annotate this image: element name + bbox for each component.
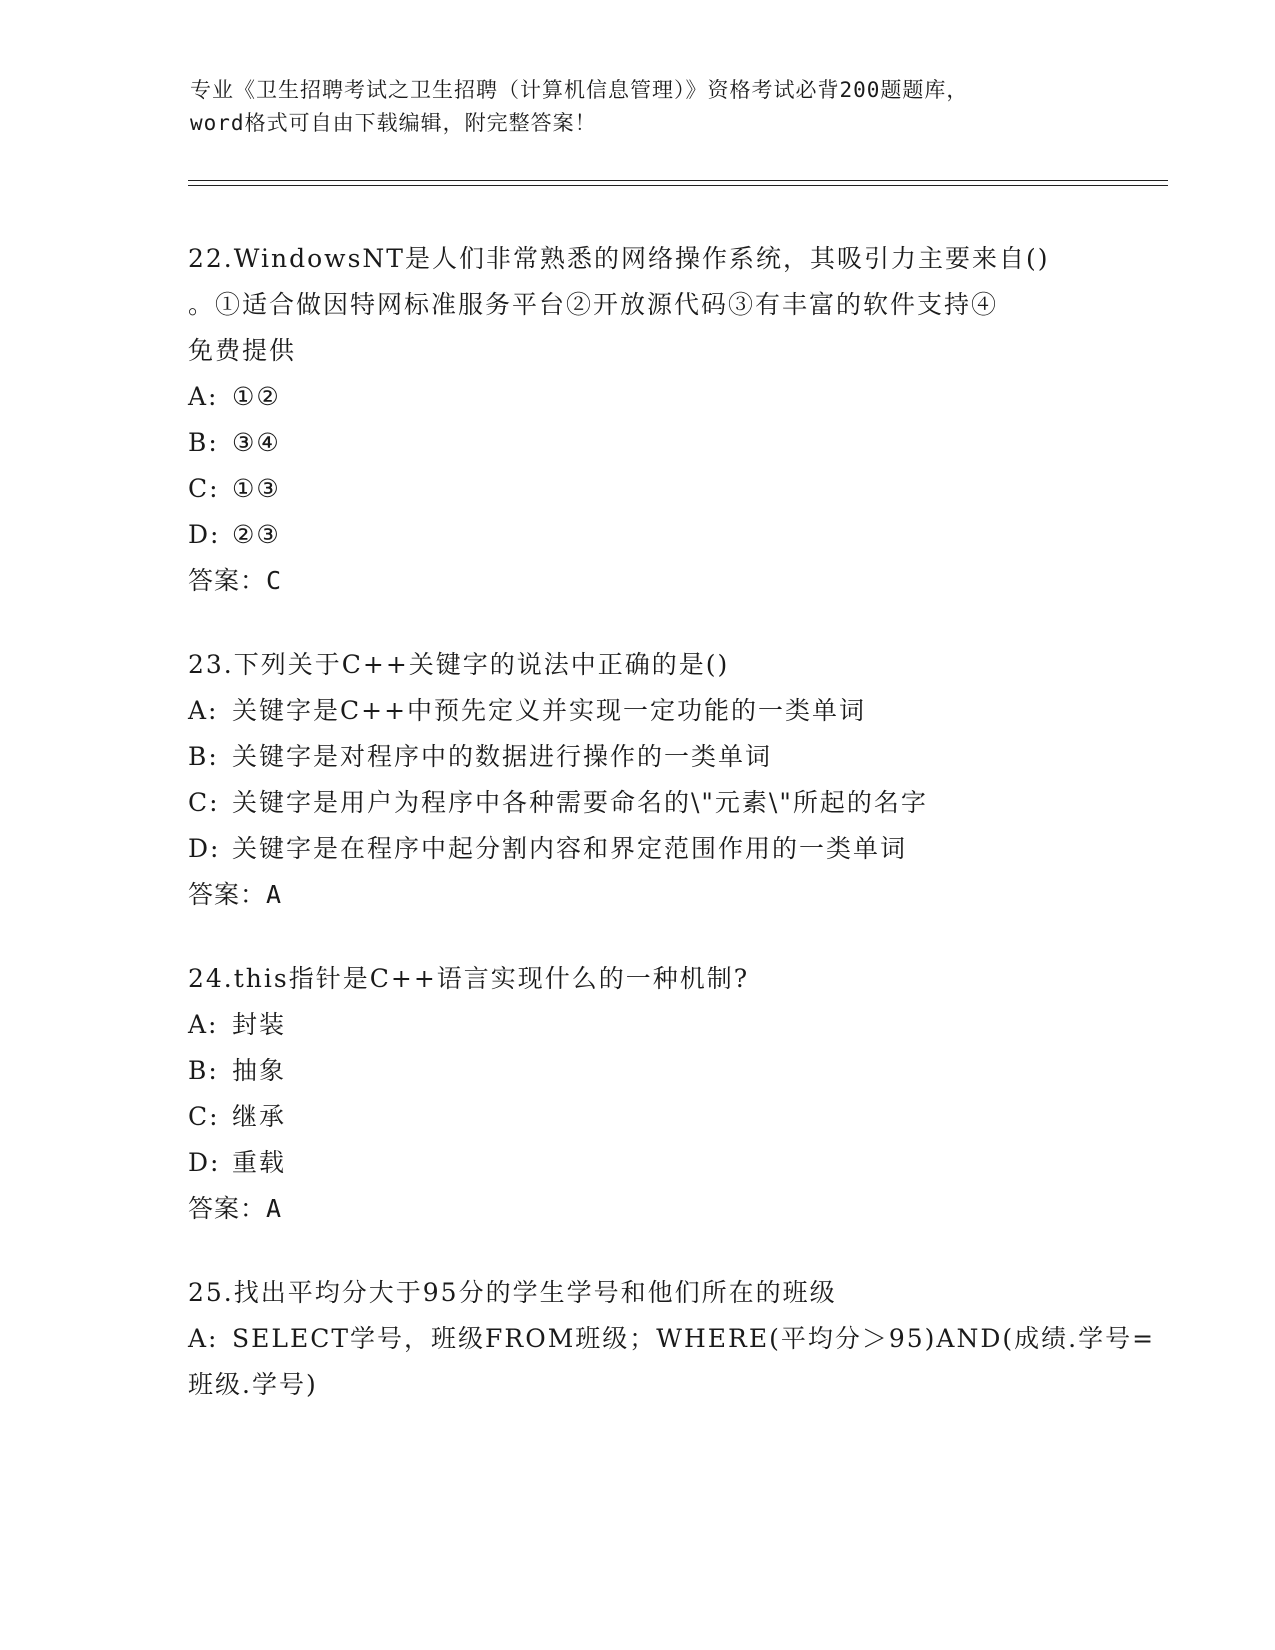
header-divider-top: [188, 180, 1168, 181]
option-a: [188, 374, 1088, 420]
option-letter: C:: [188, 1102, 220, 1131]
option-a: [188, 1002, 1088, 1048]
option-text: 抽象: [232, 1056, 287, 1085]
option-text: SELECT学号，班级FROM班级；WHERE(平均分＞95)AND(成绩.学号=: [232, 1324, 1156, 1353]
document-header: [190, 74, 1090, 140]
question-list: [188, 236, 1156, 1446]
option-b: [188, 1048, 1088, 1094]
option-letter: D:: [188, 520, 221, 549]
option-d: [188, 826, 1088, 872]
question-stem-text: this指针是C++语言实现什么的一种机制?: [233, 964, 750, 993]
question-number: 24.: [188, 964, 234, 993]
question-stem-line: 免费提供: [188, 336, 297, 365]
answer-value: C: [266, 566, 283, 595]
question-23: [188, 642, 1088, 918]
option-letter: B:: [188, 428, 219, 457]
question-number: 25.: [188, 1278, 234, 1307]
option-letter: A:: [188, 1324, 219, 1353]
answer-line: [188, 1186, 1088, 1232]
question-number: 22.: [188, 244, 234, 273]
header-line-1: 专业《卫生招聘考试之卫生招聘（计算机信息管理）》资格考试必背200题题库，: [190, 78, 969, 102]
option-c: [188, 466, 1088, 512]
question-stem-line: [188, 956, 1088, 1002]
question-stem-text: 下列关于C++关键字的说法中正确的是(): [233, 650, 730, 679]
question-stem-text: 找出平均分大于95分的学生学号和他们所在的班级: [233, 1278, 837, 1307]
answer-line: [188, 872, 1088, 918]
answer-line: [188, 558, 1088, 604]
option-text: 关键字是C++中预先定义并实现一定功能的一类单词: [232, 696, 867, 725]
option-b: [188, 734, 1088, 780]
question-stem-line: [188, 1270, 1088, 1316]
question-22: [188, 236, 1088, 604]
option-letter: C:: [188, 788, 220, 817]
option-letter: A:: [188, 696, 219, 725]
option-letter: C:: [188, 474, 220, 503]
option-d: [188, 512, 1088, 558]
answer-value: A: [266, 880, 283, 909]
option-letter: B:: [188, 1056, 219, 1085]
answer-value: A: [266, 1194, 283, 1223]
answer-label: 答案：: [188, 566, 267, 595]
option-text: ③④: [232, 428, 281, 457]
header-divider-bottom: [188, 185, 1168, 186]
option-text: 重载: [232, 1148, 287, 1177]
question-stem-line: [188, 642, 1088, 688]
answer-label: 答案：: [188, 1194, 267, 1223]
header-line-2: word格式可自由下载编辑，附完整答案！: [190, 111, 597, 135]
option-letter: D:: [188, 834, 221, 863]
option-letter: D:: [188, 1148, 221, 1177]
option-d: [188, 1140, 1088, 1186]
question-stem-line: 。①适合做因特网标准服务平台②开放源代码③有丰富的软件支持④: [188, 290, 999, 319]
option-c: [188, 1094, 1088, 1140]
option-text: ①③: [232, 474, 281, 503]
question-25: [188, 1270, 1156, 1408]
option-text: 封装: [232, 1010, 287, 1039]
question-number: 23.: [188, 650, 234, 679]
option-text: ①②: [232, 382, 281, 411]
option-text: 关键字是在程序中起分割内容和界定范围作用的一类单词: [232, 834, 908, 863]
option-text: ②③: [232, 520, 281, 549]
option-text: 关键字是对程序中的数据进行操作的一类单词: [232, 742, 773, 771]
answer-label: 答案：: [188, 880, 267, 909]
option-a-continuation: 班级.学号): [188, 1370, 318, 1399]
option-text: 继承: [232, 1102, 287, 1131]
option-a: [188, 688, 1088, 734]
option-text: 关键字是用户为程序中各种需要命名的\"元素\"所起的名字: [232, 788, 928, 817]
option-c: [188, 780, 1088, 826]
question-stem-text: WindowsNT是人们非常熟悉的网络操作系统，其吸引力主要来自(): [233, 244, 1050, 273]
option-letter: A:: [188, 382, 219, 411]
option-letter: B:: [188, 742, 219, 771]
option-b: [188, 420, 1088, 466]
option-letter: A:: [188, 1010, 219, 1039]
question-stem-line: [188, 236, 1088, 282]
question-24: [188, 956, 1088, 1232]
option-a: [188, 1316, 1156, 1362]
